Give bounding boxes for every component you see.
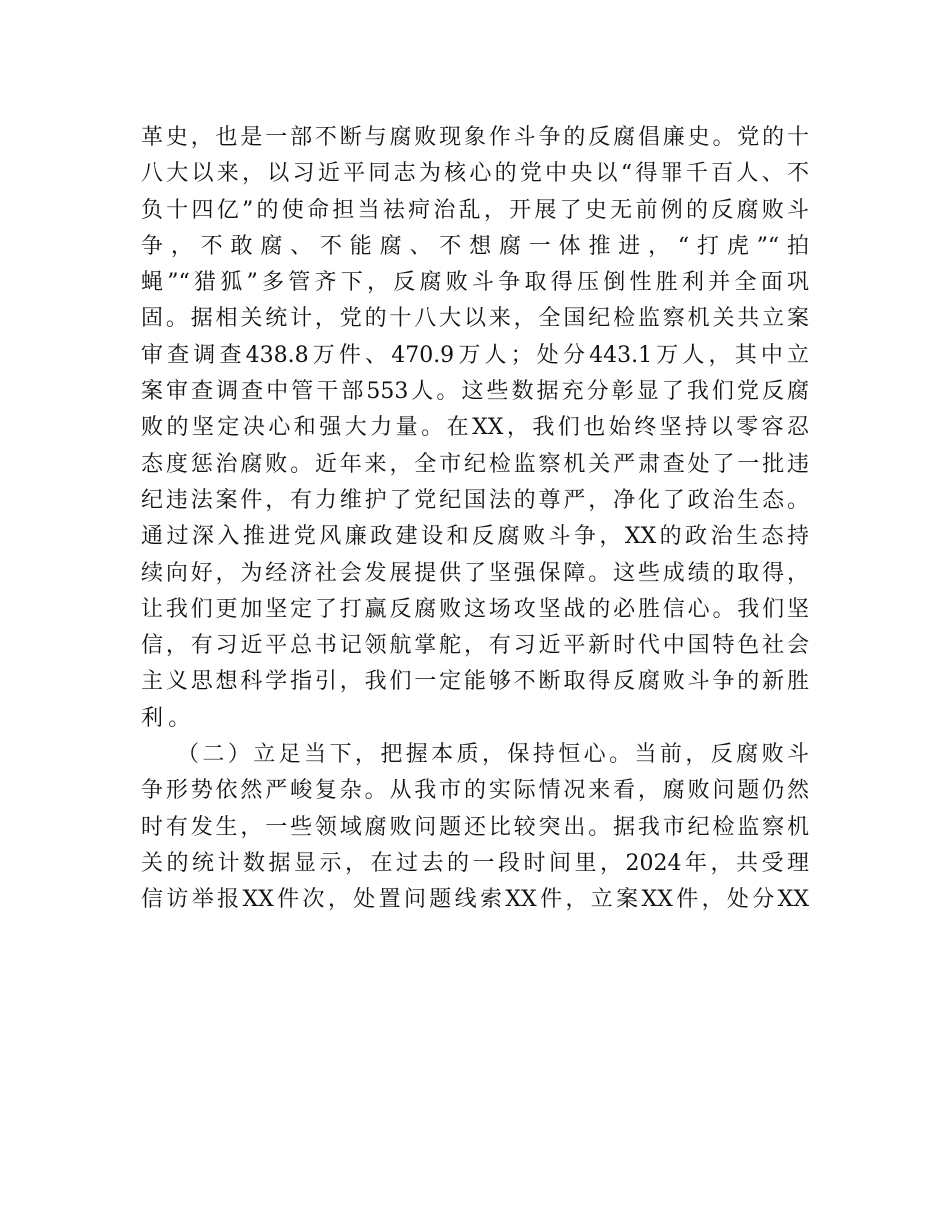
- text-line: 态度惩治腐败。近年来，全市纪检监察机关严肃查处了一批违: [141, 451, 809, 477]
- text-line: 通过深入推进党风廉政建设和反腐败斗争，XX的政治生态持: [141, 524, 809, 550]
- text-line: 革史，也是一部不断与腐败现象作斗争的反腐倡廉史。党的十: [141, 125, 809, 150]
- text-line: 败的坚定决心和强大力量。在XX，我们也始终坚持以零容忍: [141, 415, 809, 441]
- text-line: 利。: [141, 705, 196, 731]
- text-line: 八大以来，以习近平同志为核心的党中央以“得罪千百人、不: [141, 161, 809, 187]
- paragraph-anti-corruption-history: [141, 120, 809, 737]
- text-line: 让我们更加坚定了打赢反腐败这场攻坚战的必胜信心。我们坚: [141, 596, 809, 622]
- text-line: 争形势依然严峻复杂。从我市的实际情况来看，腐败问题仍然: [141, 778, 809, 804]
- text-line: 续向好，为经济社会发展提供了坚强保障。这些成绩的取得，: [141, 560, 809, 586]
- text-line: 信，有习近平总书记领航掌舵，有习近平新时代中国特色社会: [141, 633, 809, 659]
- text-line: 主义思想科学指引，我们一定能够不断取得反腐败斗争的新胜: [141, 669, 809, 695]
- text-line: 案审查调查中管干部553人。这些数据充分彰显了我们党反腐: [141, 379, 809, 405]
- text-line-indented: （二）立足当下，把握本质，保持恒心。当前，反腐败斗: [177, 742, 809, 768]
- text-line: 固。据相关统计，党的十八大以来，全国纪检监察机关共立案: [141, 306, 809, 332]
- text-line: 信访举报XX件次，处置问题线索XX件，立案XX件，处分XX: [141, 887, 809, 913]
- text-line: 争，不敢腐、不能腐、不想腐一体推进，“打虎”“拍: [141, 233, 809, 259]
- text-line: 纪违法案件，有力维护了党纪国法的尊严，净化了政治生态。: [141, 487, 809, 513]
- paragraph-section-two: [141, 737, 809, 918]
- text-line: 时有发生，一些领域腐败问题还比较突出。据我市纪检监察机: [141, 814, 809, 840]
- text-line: 审查调查438.8万件、470.9万人；处分443.1万人，其中立: [141, 342, 809, 368]
- text-line: 关的统计数据显示，在过去的一段时间里，2024年，共受理: [141, 850, 809, 876]
- document-page: [141, 120, 809, 919]
- text-line: 蝇”“猎狐”多管齐下，反腐败斗争取得压倒性胜利并全面巩: [141, 270, 809, 296]
- text-line: 负十四亿”的使命担当祛疴治乱，开展了史无前例的反腐败斗: [141, 197, 809, 223]
